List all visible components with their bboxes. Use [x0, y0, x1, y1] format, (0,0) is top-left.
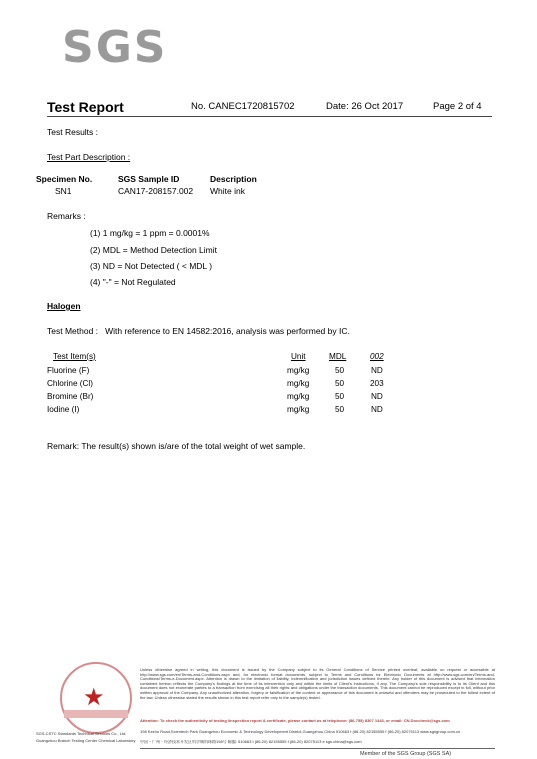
remark-item: (4) "-" = Not Regulated	[90, 277, 176, 287]
part-label: Test Part Description :	[47, 152, 131, 162]
test-method: Test Method : With reference to EN 14582:2016, analysis was performed by IC.	[47, 326, 350, 336]
table-cell-mdl: 50	[335, 379, 345, 388]
star-icon: ★	[83, 684, 105, 711]
table-cell-unit: mg/kg	[287, 405, 310, 414]
table-row-item: Fluorine (F)	[47, 366, 90, 375]
header-rule	[47, 116, 492, 117]
address-cn: 中国・广州・经济技术开发区科学城科珠路198号 邮编: 510663 t (86-20) 82155555 f (86-20) 82075113 e sgs.china@sgs.com	[140, 740, 362, 744]
halogen-title: Halogen	[47, 301, 81, 311]
specimen-header: Specimen No.	[36, 174, 93, 184]
table-cell-mdl: 50	[335, 392, 345, 401]
specimen-no: SN1	[55, 186, 72, 196]
col-test-items: Test Item(s)	[53, 352, 96, 361]
member-text: Member of the SGS Group (SGS SA)	[360, 751, 452, 757]
attention-text: Attention: To check the authenticity of testing /inspection report & certificate, please contact us at telephone: (86-755) 8307 1443, or email: CN.Doccheck@sgs.com	[140, 718, 450, 723]
page-indicator: Page 2 of 4	[433, 101, 482, 112]
remark-item: (3) ND = Not Detected ( < MDL )	[90, 261, 213, 271]
report-title: Test Report	[47, 99, 124, 115]
report-date: Date: 26 Oct 2017	[326, 101, 404, 112]
table-cell-unit: mg/kg	[287, 392, 310, 401]
bottom-remark: Remark: The result(s) shown is/are of the total weight of wet sample.	[47, 441, 306, 451]
sample-id: CAN17-208157.002	[118, 186, 194, 196]
table-row-item: Bromine (Br)	[47, 392, 94, 401]
table-cell-unit: mg/kg	[287, 379, 310, 388]
report-number: No. CANEC1720815702	[191, 101, 295, 112]
table-cell-mdl: 50	[335, 366, 345, 375]
footer-rule	[140, 748, 495, 749]
remark-item: (2) MDL = Method Detection Limit	[90, 245, 217, 255]
col-unit: Unit	[291, 352, 306, 361]
table-row-item: Chlorine (Cl)	[47, 379, 93, 388]
results-label: Test Results :	[47, 127, 99, 137]
table-cell-result: ND	[371, 392, 383, 401]
legal-text: Unless otherwise agreed in writing, this document is issued by the Company subject to its General Conditions of Service printed overleaf, available on request or accessible at http://www.sgs.com/en/Terms-and-Conditions.aspx and, for electronic format documents, subject to Terms and Conditions for Electronic Documents at http://www.sgs.com/en/Terms-and-Conditions/Terms-e-Document.aspx. Attention is drawn to the limitation of liability, indemnification and jurisdiction issues defined therein. Any holder of this document is advised that information contained hereon reflects the Company's findings at the time of its intervention only and within the limits of Client's instructions, if any. The Company's sole responsibility is to its Client and this document does not exonerate parties to a transaction from exercising all their rights and obligations under the transaction documents. This document cannot be reproduced except in full, without prior written approval of the Company. Any unauthorized alteration, forgery or falsification of the content or appearance of this document is unlawful and offenders may be prosecuted to the fullest extent of the law. Unless otherwise stated the results shown in this test report refer only to the sample(s) tested.	[140, 667, 495, 700]
table-cell-result: ND	[371, 405, 383, 414]
col-sample: 002	[370, 352, 384, 361]
sgs-logo: SGS	[62, 22, 168, 73]
remarks-label: Remarks :	[47, 211, 86, 221]
description-header: Description	[210, 174, 257, 184]
stamp-lab: Guangzhou Branch Testing Center Chemical Laboratory	[36, 739, 136, 743]
table-cell-mdl: 50	[335, 405, 345, 414]
stamp-company: SGS-CSTC Standards Technical Services Co., Ltd.	[36, 732, 127, 736]
table-row-item: Iodine (I)	[47, 405, 80, 414]
description: White ink	[210, 186, 245, 196]
table-cell-unit: mg/kg	[287, 366, 310, 375]
table-cell-result: ND	[371, 366, 383, 375]
remark-item: (1) 1 mg/kg = 1 ppm = 0.0001%	[90, 228, 210, 238]
address-en: 198 Kezhu Road,Scientech Park Guangzhou Economic & Technology Development District,Guangzhou,China 510663 t (86-20) 82155555 f (86-20) 82075113 www.sgsgroup.com.cn	[140, 730, 461, 734]
sample-id-header: SGS Sample ID	[118, 174, 180, 184]
col-mdl: MDL	[329, 352, 347, 361]
table-cell-result: 203	[370, 379, 384, 388]
